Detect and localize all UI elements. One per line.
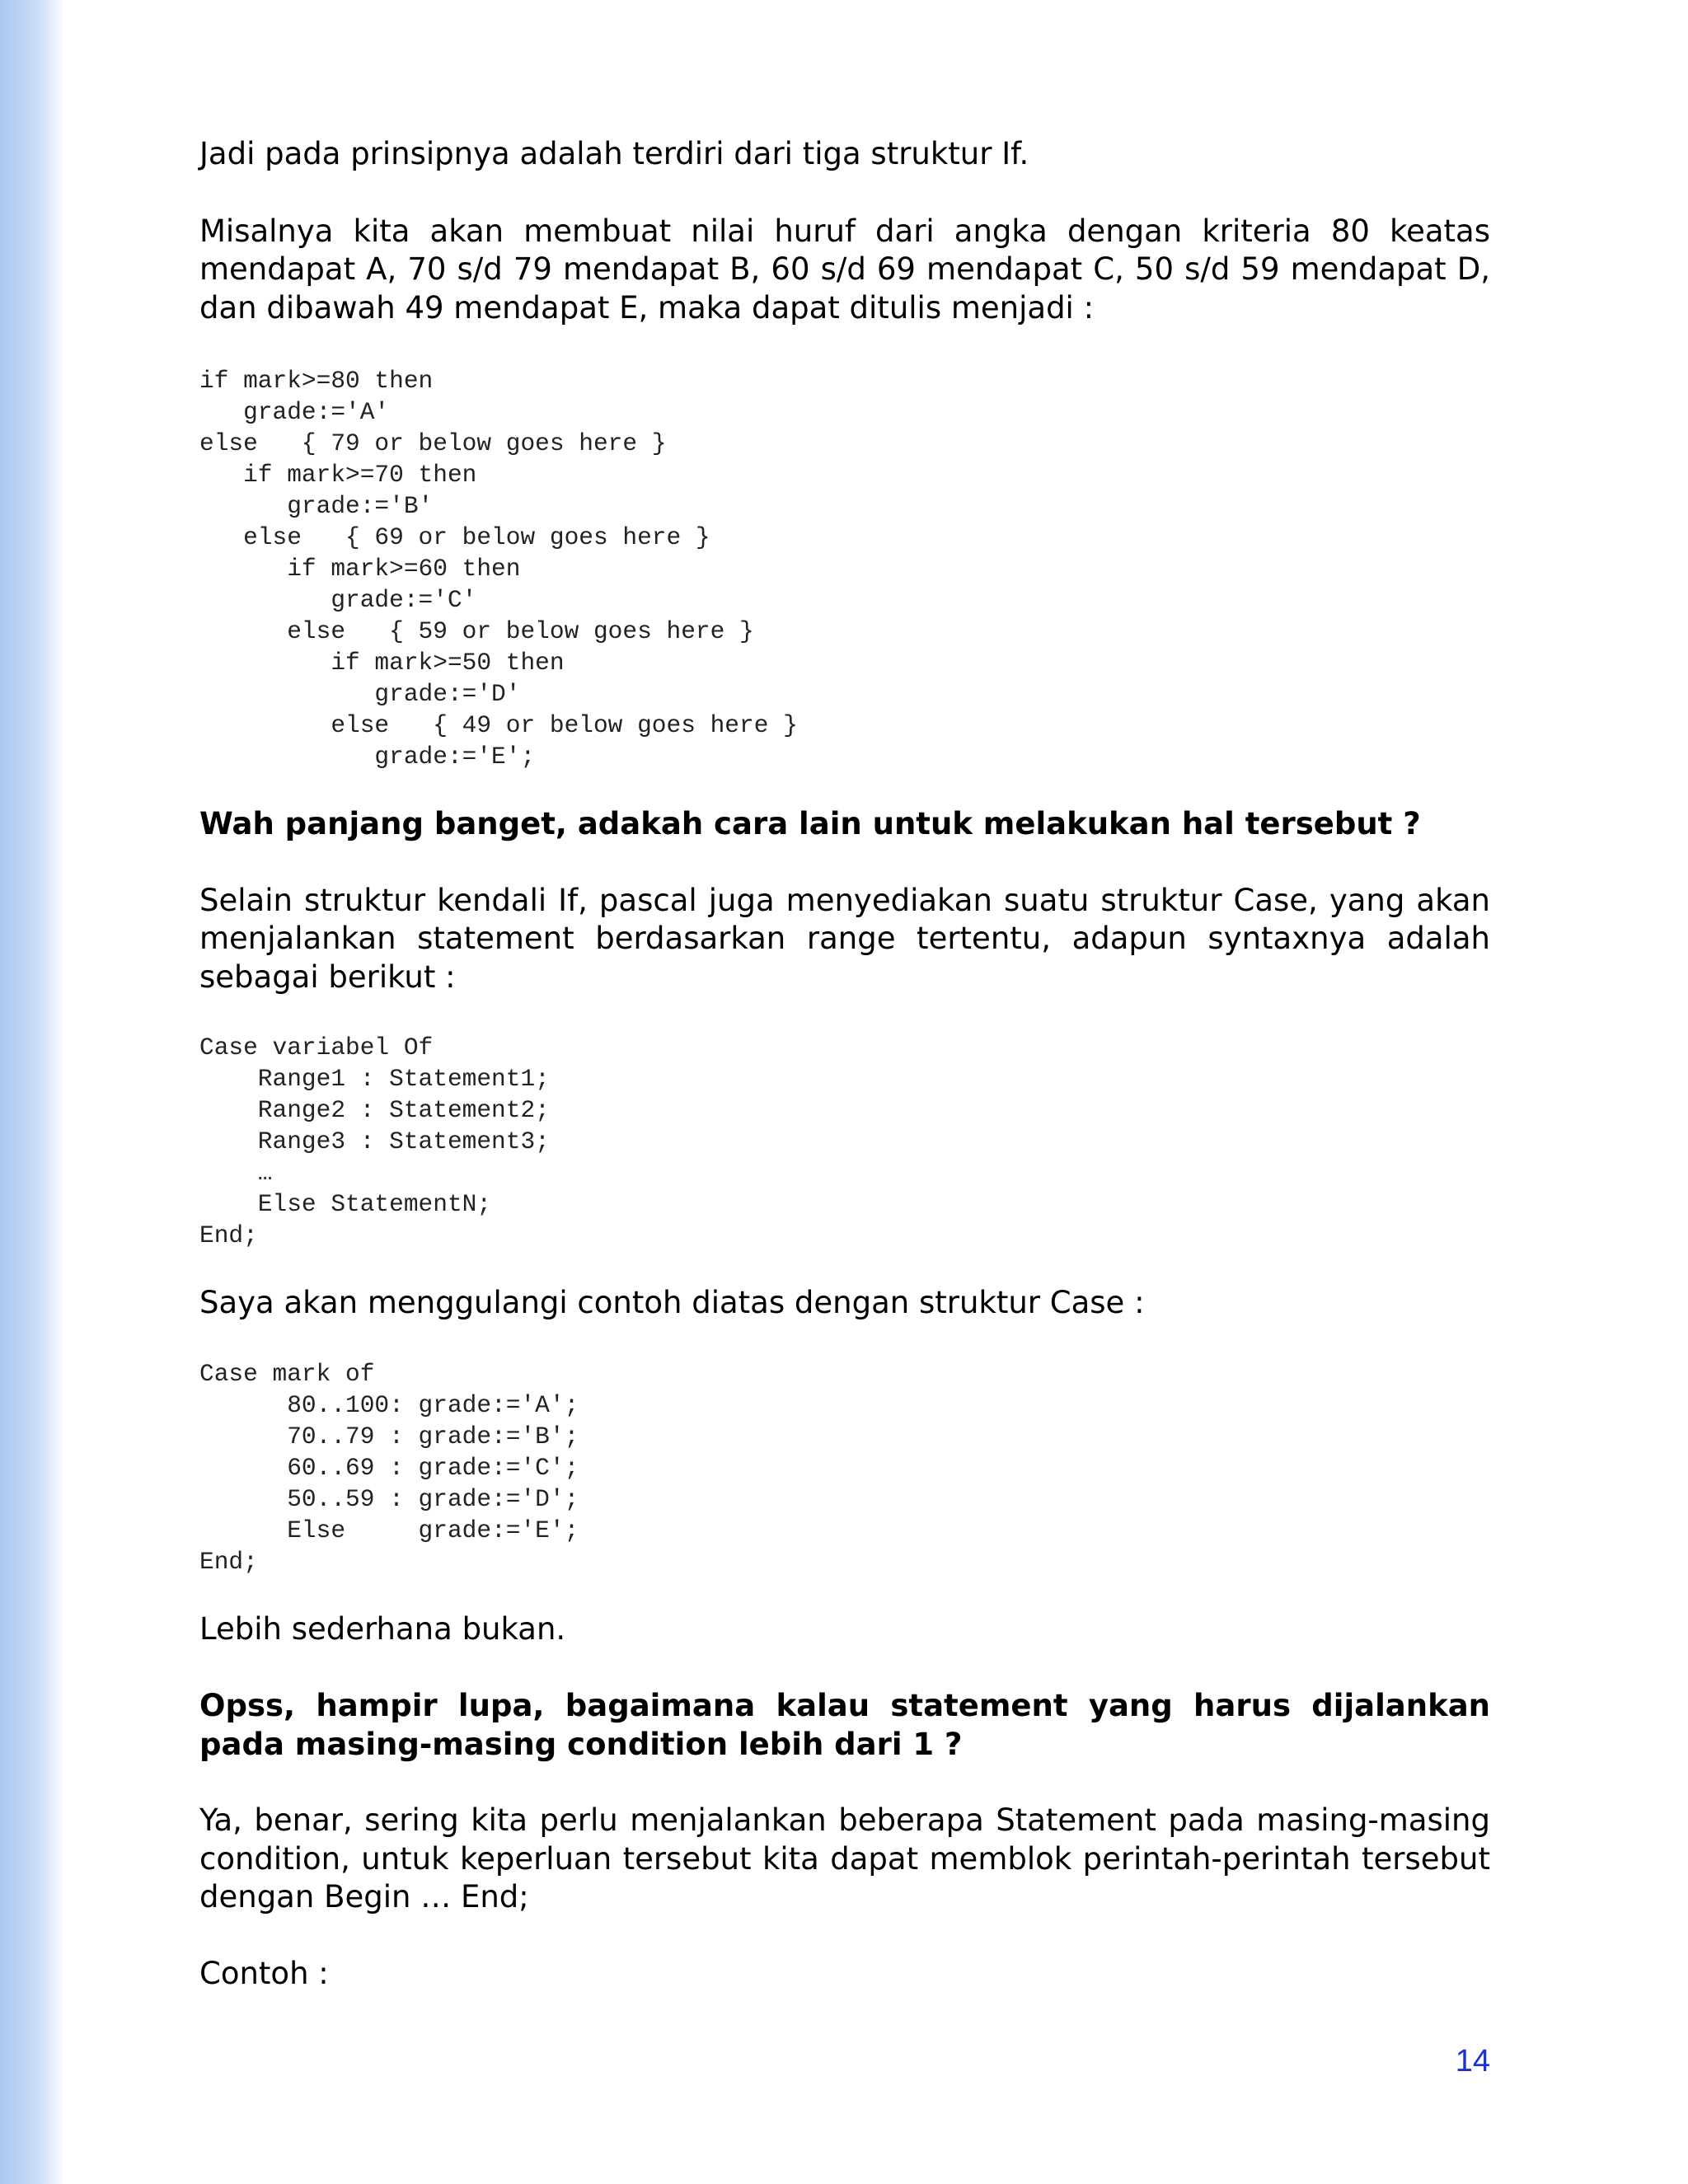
paragraph-intro: Jadi pada prinsipnya adalah terdiri dari tiga struktur If. <box>199 136 1029 171</box>
question-heading-2: Opss, hampir lupa, bagaimana kalau statement yang harus dijalankan pada masing-masing condition lebih dari 1 ? <box>199 1688 1490 1762</box>
paragraph-criteria: Misalnya kita akan membuat nilai huruf dari angka dengan kriteria 80 keatas mendapat A, 70 s/d 79 mendapat B, 60 s/d 69 mendapat C, 50 s/d 59 mendapat D, dan dibawah 49 mendapat E, maka dapat ditulis menjadi : <box>199 213 1490 326</box>
decorative-side-bar <box>0 0 66 2184</box>
page-content <box>199 135 1490 1993</box>
code-case-example: Case mark of 80..100: grade:='A'; 70..79 : grade:='B'; 60..69 : grade:='C'; 50..59 : grade:='D'; Else grade:='E'; End; <box>199 1359 579 1576</box>
code-if-example: if mark>=80 then grade:='A' else { 79 or below goes here } if mark>=70 then grade:='B' else { 69 or below goes here } if mark>=60 then grade:='C' else { 59 or below goes here } if mark>=50 then grade:='D' else { 49 or below goes here } grade:='E'; <box>199 367 798 771</box>
code-case-syntax: Case variabel Of Range1 : Statement1; Range2 : Statement2; Range3 : Statement3; … Else StatementN; End; <box>199 1033 550 1249</box>
paragraph-example-label: Contoh : <box>199 1955 329 1991</box>
paragraph-case-repeat: Saya akan menggulangi contoh diatas dengan struktur Case : <box>199 1285 1145 1320</box>
paragraph-begin-end: Ya, benar, sering kita perlu menjalankan beberapa Statement pada masing-masing condition, untuk keperluan tersebut kita dapat memblok perintah-perintah tersebut dengan Begin … End; <box>199 1802 1490 1915</box>
page-number: 14 <box>1455 2044 1490 2079</box>
paragraph-simpler: Lebih sederhana bukan. <box>199 1610 566 1647</box>
question-heading-1: Wah panjang banget, adakah cara lain untuk melakukan hal tersebut ? <box>199 806 1421 841</box>
paragraph-case-intro: Selain struktur kendali If, pascal juga menyediakan suatu struktur Case, yang akan menjalankan statement berdasarkan range tertentu, adapun syntaxnya adalah sebagai berikut : <box>199 882 1490 995</box>
